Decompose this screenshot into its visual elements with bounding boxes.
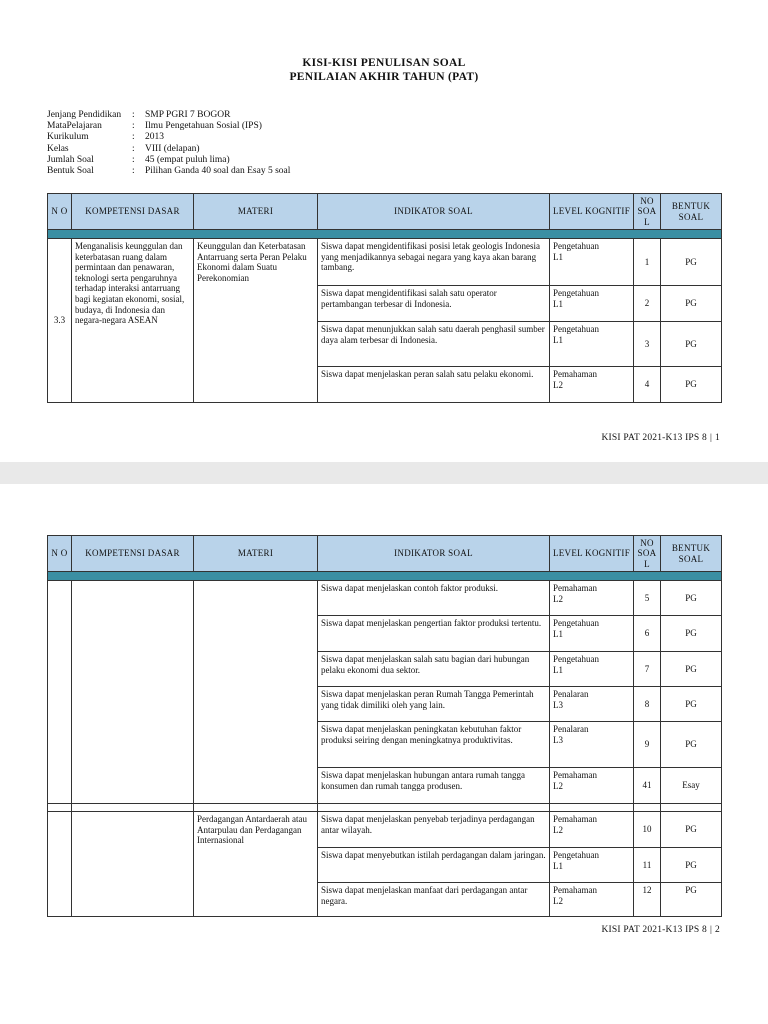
info-value: 2013 <box>145 132 164 143</box>
table-row <box>48 812 722 848</box>
indikator-cell: Siswa dapat menjelaskan pengertian faktor produksi tertentu. <box>318 616 550 652</box>
level-cell <box>550 367 634 403</box>
level-cell <box>550 768 634 804</box>
document-page-1 <box>0 0 768 462</box>
no-soal-cell: 5 <box>634 581 661 616</box>
header-materi: MATERI <box>194 194 318 230</box>
info-colon: : <box>132 110 135 120</box>
level-code: L1 <box>553 251 563 262</box>
info-key: Kelas <box>47 143 69 154</box>
header-bentuk-soal: BENTUK SOAL <box>661 536 722 572</box>
indikator-cell: Siswa dapat menjelaskan peran Rumah Tangga Pemerintah yang tidak dimiliki oleh yang lain. <box>318 687 550 722</box>
info-row <box>47 144 290 155</box>
level-name: Pengetahuan <box>553 324 599 334</box>
info-value: VIII (delapan) <box>145 143 200 154</box>
table-header-row <box>48 536 722 572</box>
level-code: L3 <box>553 734 563 745</box>
kd-number: 3.3 <box>48 239 72 403</box>
header-level-kognitif: LEVEL KOGNITIF <box>550 194 634 230</box>
header-kompetensi-dasar: KOMPETENSI DASAR <box>72 536 194 572</box>
indikator-cell: Siswa dapat mengidentifikasi posisi letak geologis Indonesia yang menjadikannya sebagai negara yang kaya akan barang tambang. <box>318 239 550 286</box>
level-cell <box>550 616 634 652</box>
no-soal-cell: 41 <box>634 768 661 804</box>
info-key: Jumlah Soal <box>47 154 94 165</box>
kompetensi-dasar-cell <box>72 812 194 917</box>
indikator-cell: Siswa dapat menjelaskan penyebab terjadinya perdagangan antar wilayah. <box>318 812 550 848</box>
level-cell <box>550 652 634 687</box>
no-soal-cell: 3 <box>634 322 661 367</box>
footer-separator: | <box>709 925 713 935</box>
info-colon: : <box>132 143 135 154</box>
level-cell <box>550 581 634 616</box>
page-footer <box>602 433 721 443</box>
info-block <box>47 110 290 177</box>
indikator-cell: Siswa dapat menunjukkan salah satu daerah penghasil sumber daya alam terbesar di Indonesia. <box>318 322 550 367</box>
bentuk-soal-cell: PG <box>661 581 722 616</box>
bentuk-soal-cell: Esay <box>661 768 722 804</box>
bentuk-soal-cell: PG <box>661 812 722 848</box>
info-colon: : <box>132 132 135 143</box>
info-value: Ilmu Pengetahuan Sosial (IPS) <box>145 121 262 132</box>
header-no-soal: NO SOA L <box>634 536 661 572</box>
header-indikator-soal: INDIKATOR SOAL <box>318 536 550 572</box>
bentuk-soal-cell: PG <box>661 687 722 722</box>
level-code: L2 <box>553 824 563 835</box>
kd-number <box>48 812 72 917</box>
level-code: L1 <box>553 664 563 675</box>
indikator-cell: Siswa dapat menyebutkan istilah perdagangan dalam jaringan. <box>318 848 550 883</box>
info-key: Jenjang Pendidikan <box>47 110 122 120</box>
materi-cell: Keunggulan dan Keterbatasan Antarruang serta Peran Pelaku Ekonomi dalam Suatu Perekonomian <box>194 239 318 403</box>
materi-cell: Perdagangan Antardaerah atau Antarpulau dan Perdagangan Internasional <box>194 812 318 917</box>
info-colon: : <box>132 121 135 132</box>
level-code: L1 <box>553 860 563 871</box>
indikator-cell: Siswa dapat menjelaskan hubungan antara rumah tangga konsumen dan rumah tangga produsen. <box>318 768 550 804</box>
no-soal-cell: 11 <box>634 848 661 883</box>
info-colon: : <box>132 166 135 177</box>
footer-separator: | <box>709 433 713 443</box>
no-soal-cell: 10 <box>634 812 661 848</box>
indikator-cell: Siswa dapat menjelaskan peningkatan kebutuhan faktor produksi seiring dengan meningkatnya produktivitas. <box>318 722 550 768</box>
level-cell <box>550 286 634 322</box>
info-value: Pilihan Ganda 40 soal dan Esay 5 soal <box>145 166 291 177</box>
level-code: L2 <box>553 780 563 791</box>
info-value: SMP PGRI 7 BOGOR <box>145 110 231 120</box>
bentuk-soal-cell: PG <box>661 883 722 917</box>
table-row <box>48 581 722 616</box>
header-bentuk-soal: BENTUK SOAL <box>661 194 722 230</box>
kisi-table-page-1 <box>47 193 722 403</box>
level-name: Penalaran <box>553 689 589 699</box>
document-title: KISI-KISI PENULISAN SOAL <box>302 57 466 69</box>
info-key: MataPelajaran <box>47 121 102 132</box>
kisi-table-page-2 <box>47 535 722 917</box>
materi-cell <box>194 581 318 804</box>
indikator-cell: Siswa dapat menjelaskan contoh faktor produksi. <box>318 581 550 616</box>
level-name: Pengetahuan <box>553 241 599 251</box>
indikator-cell: Siswa dapat menjelaskan manfaat dari perdagangan antar negara. <box>318 883 550 917</box>
indikator-cell: Siswa dapat menjelaskan peran salah satu pelaku ekonomi. <box>318 367 550 403</box>
level-code: L2 <box>553 593 563 604</box>
header-no: N O <box>48 536 72 572</box>
footer-code: KISI PAT 2021-K13 IPS 8 <box>601 925 707 935</box>
level-code: L1 <box>553 298 563 309</box>
info-value: 45 (empat puluh lima) <box>145 154 230 165</box>
level-cell <box>550 848 634 883</box>
bentuk-soal-cell: PG <box>661 367 722 403</box>
kompetensi-dasar-cell: Menganalisis keunggulan dan keterbatasan ruang dalam permintaan dan penawaran, teknologi serta pengaruhnya terhadap interaksi antarruang bagi kegiatan ekonomi, sosial, budaya, di Indonesia dan negara-negara ASEAN <box>72 239 194 403</box>
table-row <box>48 239 722 286</box>
info-row <box>47 121 290 132</box>
level-name: Pemahaman <box>553 770 597 780</box>
page-footer <box>602 925 721 935</box>
kompetensi-dasar-cell <box>72 581 194 804</box>
level-name: Pemahaman <box>553 885 597 895</box>
level-cell <box>550 239 634 286</box>
level-name: Penalaran <box>553 724 589 734</box>
table-band <box>48 572 722 581</box>
no-soal-cell: 6 <box>634 616 661 652</box>
level-name: Pengetahuan <box>553 850 599 860</box>
level-name: Pengetahuan <box>553 618 599 628</box>
header-indikator-soal: INDIKATOR SOAL <box>318 194 550 230</box>
info-row <box>47 155 290 166</box>
document-page-2 <box>0 484 768 1024</box>
level-cell <box>550 687 634 722</box>
bentuk-soal-cell: PG <box>661 322 722 367</box>
level-cell <box>550 812 634 848</box>
level-cell <box>550 322 634 367</box>
level-name: Pengetahuan <box>553 288 599 298</box>
kd-number <box>48 581 72 804</box>
table-spacer-row <box>48 804 722 812</box>
info-row <box>47 166 290 177</box>
bentuk-soal-cell: PG <box>661 286 722 322</box>
header-no-soal: NO SOA L <box>634 194 661 230</box>
no-soal-cell: 7 <box>634 652 661 687</box>
bentuk-soal-cell: PG <box>661 848 722 883</box>
bentuk-soal-cell: PG <box>661 239 722 286</box>
indikator-cell: Siswa dapat mengidentifikasi salah satu operator pertambangan terbesar di Indonesia. <box>318 286 550 322</box>
level-name: Pemahaman <box>553 583 597 593</box>
header-materi: MATERI <box>194 536 318 572</box>
header-no: N O <box>48 194 72 230</box>
no-soal-cell: 8 <box>634 687 661 722</box>
info-row <box>47 110 290 121</box>
bentuk-soal-cell: PG <box>661 722 722 768</box>
no-soal-cell: 12 <box>634 883 661 917</box>
footer-code: KISI PAT 2021-K13 IPS 8 <box>601 433 707 443</box>
bentuk-soal-cell: PG <box>661 616 722 652</box>
no-soal-cell: 9 <box>634 722 661 768</box>
header-kompetensi-dasar: KOMPETENSI DASAR <box>72 194 194 230</box>
level-name: Pemahaman <box>553 814 597 824</box>
level-code: L1 <box>553 334 563 345</box>
table-band <box>48 230 722 239</box>
level-cell <box>550 722 634 768</box>
level-code: L3 <box>553 699 563 710</box>
table-header-row <box>48 194 722 230</box>
no-soal-cell: 2 <box>634 286 661 322</box>
level-name: Pemahaman <box>553 369 597 379</box>
page-number: 2 <box>715 925 720 935</box>
level-code: L1 <box>553 628 563 639</box>
level-cell <box>550 883 634 917</box>
level-code: L2 <box>553 379 563 390</box>
page-number: 1 <box>715 433 720 443</box>
header-level-kognitif: LEVEL KOGNITIF <box>550 536 634 572</box>
no-soal-cell: 4 <box>634 367 661 403</box>
info-colon: : <box>132 154 135 165</box>
level-name: Pengetahuan <box>553 654 599 664</box>
indikator-cell: Siswa dapat menjelaskan salah satu bagian dari hubungan pelaku ekonomi dua sektor. <box>318 652 550 687</box>
level-code: L2 <box>553 895 563 906</box>
info-key: Kurikulum <box>47 132 89 143</box>
info-key: Bentuk Soal <box>47 166 94 177</box>
bentuk-soal-cell: PG <box>661 652 722 687</box>
document-subtitle: PENILAIAN AKHIR TAHUN (PAT) <box>289 71 479 83</box>
no-soal-cell: 1 <box>634 239 661 286</box>
info-row <box>47 132 290 143</box>
